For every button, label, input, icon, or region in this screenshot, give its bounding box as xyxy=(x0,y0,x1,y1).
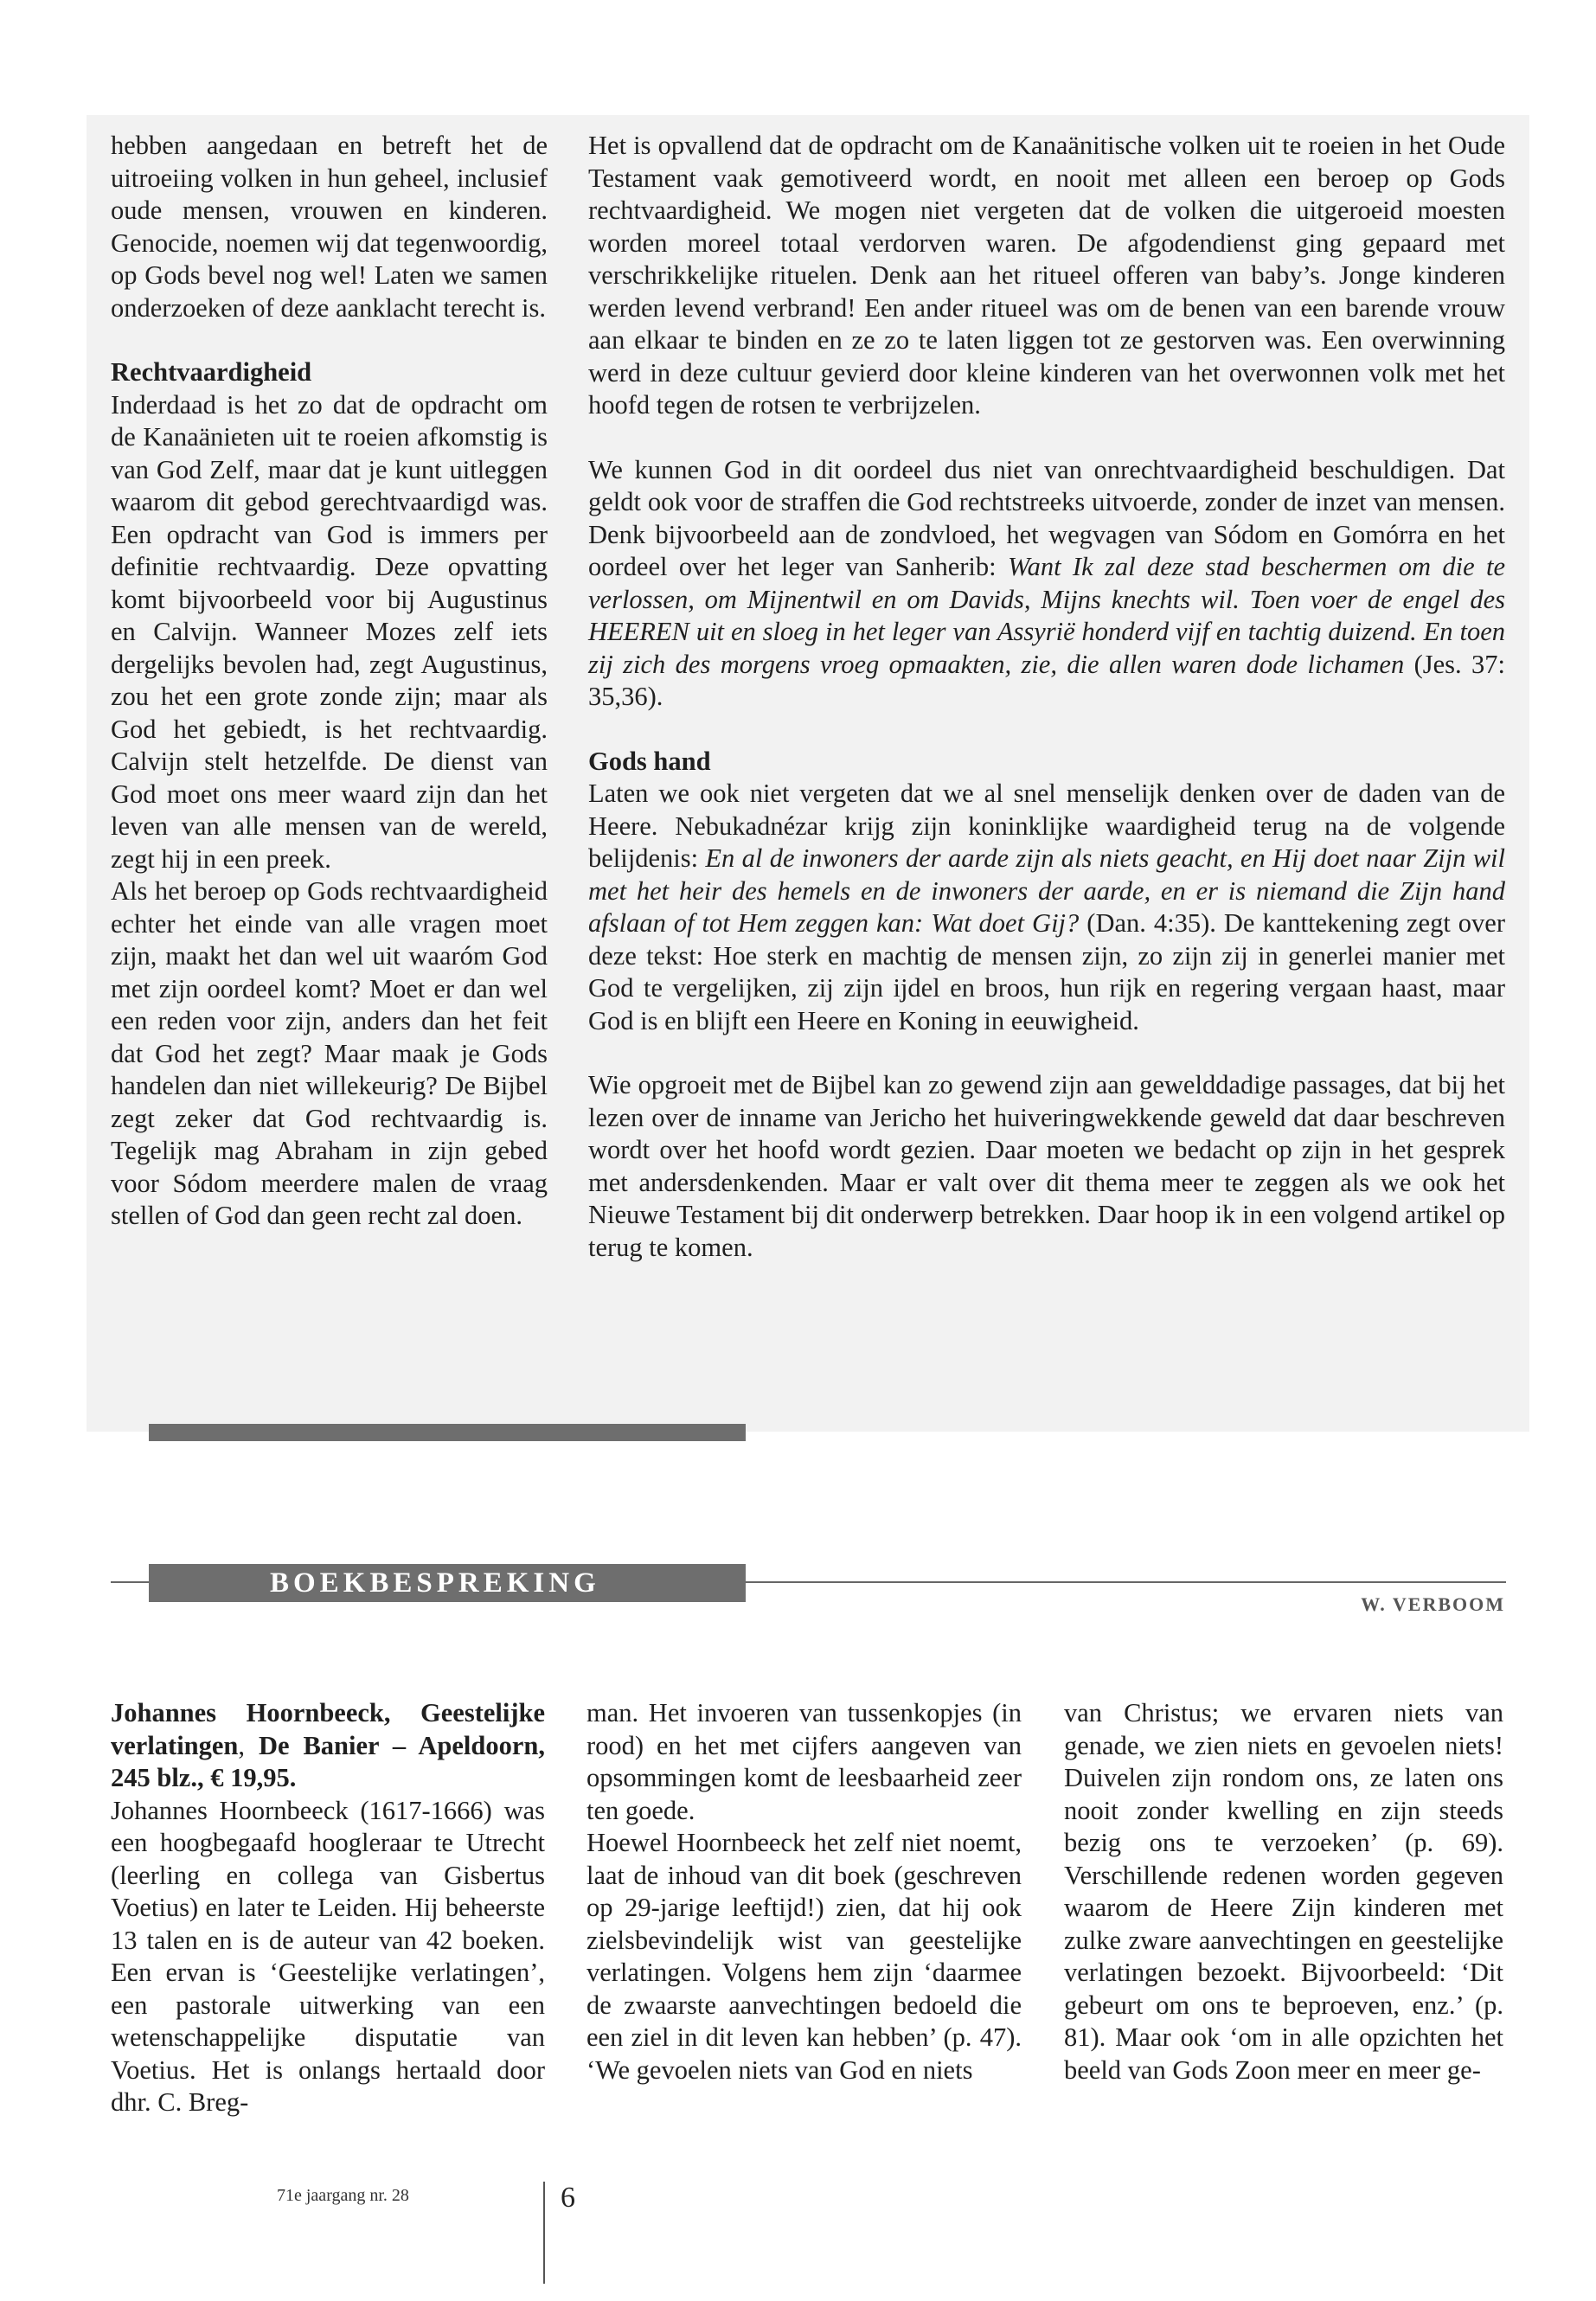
heading-rechtvaardigheid: Rechtvaardigheid xyxy=(111,357,312,387)
review-column-3 xyxy=(1064,1697,1503,2086)
article-paragraph: Laten we ook niet vergeten dat we al snel menselijk denken over de daden van de Heere. Nebukadnézar krijg zijn koninklijke waardigheid terug na de volgende belijdenis: En al de inwoners der aarde zijn als niets geacht, en Hij doet naar Zijn wil met het heir des hemels en de inwoners der aarde, en er is niemand die Zijn hand afslaan of tot Hem zeggen kan: Wat doet Gij? (Dan. 4:35). De kanttekening zegt over deze tekst: Hoe sterk en machtig de mensen zijn, zo zijn zij in generlei manier met God te vergelijken, zij zijn ijdel en broos, hun rijk en regering vergaan haast, maar God is en blijft een Heere en Koning in eeuwigheid. xyxy=(588,779,1505,1035)
review-paragraph: van Christus; we ervaren niets van genade, we zien niets en gevoelen niets! Duivelen zijn rondom ons, ze laten ons nooit zonder kwelling en zijn steeds bezig ons te verzoeken’ (p. 69). Verschillende redenen worden gegeven waarom de Heere Zijn kinderen met zulke zware aanvechtingen en geestelijke verlatingen bezoekt. Bijvoorbeeld: ‘Dit gebeurt om ons te beproeven, enz.’ (p. 81). Maar ook ‘om in alle opzichten het beeld van Gods Zoon meer en meer ge- xyxy=(1064,1698,1503,2085)
author-name: W. VERBOOM xyxy=(1361,1593,1505,1615)
heading-gods-hand: Gods hand xyxy=(588,746,711,776)
review-column-1 xyxy=(111,1697,545,2119)
review-paragraph: Hoewel Hoornbeeck het zelf niet noemt, laat de inhoud van dit boek (geschreven op 29-jarige leeftijd!) zien, dat hij ook zielsbevindelijk wist van geestelijke verlatingen. Volgens hem zijn ‘daarmee de zwaarste aanvechtingen bedoeld die een ziel in dit leven kan hebben’ (p. 47). ‘We gevoelen niets van God en niets xyxy=(586,1828,1022,2085)
article-left-column xyxy=(111,130,548,1233)
scripture-quote: Want Ik zal deze stad beschermen om die te verlossen, om Mijnentwil en om Davids, Mijns knechts wil. Toen voer de engel des HEEREN uit en sloeg in het leger van Assyrië honderd vijf en tachtig duizend. En toen zij zich des morgens vroeg opmaakten, zie, die allen waren dode lichamen xyxy=(588,552,1506,679)
review-column-2 xyxy=(586,1697,1022,2086)
issue-info: 71e jaargang nr. 28 xyxy=(277,2186,409,2205)
page-number: 6 xyxy=(561,2182,575,2214)
article-paragraph: Het is opvallend dat de opdracht om de Kanaänitische volken uit te roeien in het Oude Testament vaak gemotiveerd wordt, en nooit met alleen een beroep op Gods rechtvaardigheid. We mogen niet vergeten dat de volken die uitgeroeid moesten worden moreel totaal verdorven waren. De afgodendienst ging gepaard met verschrikkelijke rituelen. Denk aan het ritueel offeren van baby’s. Jonge kinderen werden levend verbrand! Een ander ritueel was om de benen van een barende vrouw aan elkaar te binden en ze zo te laten liggen tot ze gestorven was. Een overwinning werd in deze cultuur gevierd door kleine kinderen van het overwonnen volk met het hoofd tegen de rotsen te verbrijzelen. xyxy=(588,131,1505,420)
article-paragraph: Wie opgroeit met de Bijbel kan zo gewend zijn aan gewelddadige passages, dat bij het lezen over de inname van Jericho het huiveringwekkende geweld dat daar beschreven wordt over het hoofd wordt gezien. Daar moeten we bedacht op zijn in het gesprek met andersdenkenden. Maar er valt over dit thema meer te zeggen als we ook het Nieuwe Testament bij dit onderwerp betrekken. Daar hoop ik in een volgend artikel op terug te komen. xyxy=(588,1070,1505,1262)
scripture-quote: En al de inwoners der aarde zijn als niets geacht, en Hij doet naar Zijn wil met het heir des hemels en de inwoners der aarde, en er is niemand die Zijn hand afslaan of tot Hem zeggen kan: Wat doet Gij? xyxy=(588,843,1505,938)
review-paragraph: Johannes Hoornbeeck (1617-1666) was een hoogbegaafd hoogleraar te Utrecht (leerling en collega van Gisbertus Voetius) en later te Leiden. Hij beheerste 13 talen en is de auteur van 42 boeken. Een ervan is ‘Geestelijke verlatingen’, een pastorale uitwerking van een wetenschappelijke disputatie van Voetius. Het is onlangs hertaald door dhr. C. Breg- xyxy=(111,1795,545,2117)
article-paragraph: Als het beroep op Gods rechtvaardigheid echter het einde van alle vragen moet zijn, maakt het dan wel uit waaróm God met zijn oordeel komt? Moet er dan wel een reden voor zijn, anders dan het feit dat God het zegt? Maar maak je Gods handelen dan niet willekeurig? De Bijbel zegt zeker dat God rechtvaardig is. Tegelijk mag Abraham in zijn gebed voor Sódom meerdere malen de vraag stellen of God dan geen recht zal doen. xyxy=(111,876,548,1230)
book-details: Johannes Hoornbeeck, Geestelijke verlatingen, De Banier – Apeldoorn, 245 blz., € 19,95. xyxy=(111,1698,545,1792)
article-right-column xyxy=(588,130,1505,1264)
section-title: BOEKBESPREKING xyxy=(149,1564,746,1602)
article-paragraph: Inderdaad is het zo dat de opdracht om de Kanaänieten uit te roeien afkomstig is van God Zelf, maar dat je kunt uitleggen waarom dit gebod gerechtvaardigd was. Een opdracht van God is immers per definitie rechtvaardig. Deze opvatting komt bijvoorbeeld voor bij Augustinus en Calvijn. Wanneer Mozes zelf iets dergelijks bevolen had, zegt Augustinus, zou het een grote zonde zijn; maar als God het gebiedt, is het rechtvaardig. Calvijn stelt hetzelfde. De dienst van God moet ons meer waard zijn dan het leven van alle mensen van de wereld, zegt hij in een preek. xyxy=(111,389,548,874)
article-end-bar xyxy=(149,1424,746,1441)
article-intro-paragraph: hebben aangedaan en betreft het de uitroeiing volken in hun geheel, inclusief oude mensen, vrouwen en kinderen. Genocide, noemen wij dat tegenwoordig, op Gods bevel nog wel! Laten we samen onderzoeken of deze aanklacht terecht is. xyxy=(111,131,548,323)
footer-divider xyxy=(543,2182,545,2284)
review-paragraph: man. Het invoeren van tussenkopjes (in rood) en het met cijfers aangeven van opsommingen komt de leesbaarheid zeer ten goede. xyxy=(586,1698,1022,1825)
article-paragraph: We kunnen God in dit oordeel dus niet van onrechtvaardigheid beschuldigen. Dat geldt ook voor de straffen die God rechtstreeks uitvoerde, zonder de inzet van mensen. Denk bijvoorbeeld aan de zondvloed, het wegvagen van Sódom en Gomórra en het oordeel over het leger van Sanherib: Want Ik zal deze stad beschermen om die te verlossen, om Mijnentwil en om Davids, Mijns knechts wil. Toen voer de engel des HEEREN uit en sloeg in het leger van Assyrië honderd vijf en tachtig duizend. En toen zij zich des morgens vroeg opmaakten, zie, die allen waren dode lichamen (Jes. 37: 35,36). xyxy=(588,454,1506,711)
